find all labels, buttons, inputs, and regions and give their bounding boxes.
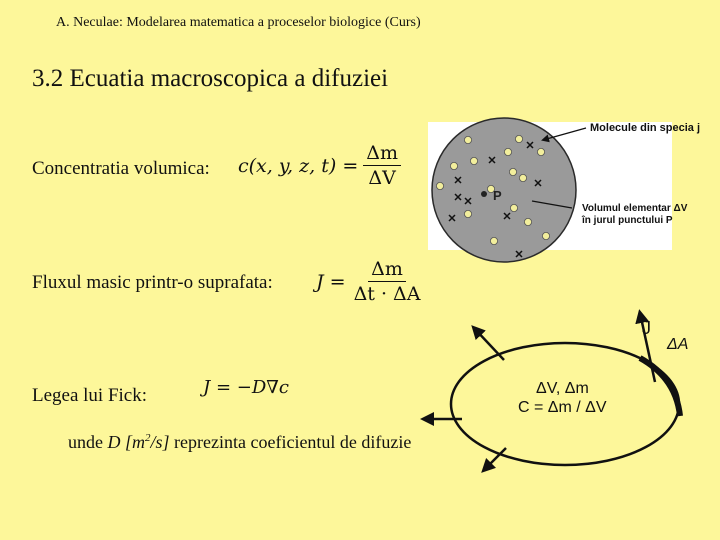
molecule-dot [504,148,511,155]
slide-header: A. Neculae: Modelarea matematica a proceselor biologice (Curs) [56,15,421,30]
molecule-dot [519,174,526,181]
note-prefix: unde [68,432,103,452]
molecule-dot [490,237,497,244]
note-unit-close: /s] [150,432,170,452]
flux-lhs: J = [316,270,346,293]
note-suffix: reprezinta coeficientul de difuzie [174,432,412,452]
molecule-dot [515,135,522,142]
volume-label-line2: în jurul punctului P [582,215,673,226]
note-variable: D [107,432,121,452]
molecule-dot [509,168,516,175]
control-volume-diagram [428,118,672,262]
surface-element-arc [640,358,680,416]
concentration-numerator: Δm [363,142,401,166]
molecule-dot [510,204,517,211]
concentration-lhs: c(x, y, z, t) = [238,154,359,177]
molecule-dot [464,210,471,217]
molecule-dot [470,157,477,164]
point-p-label: P [493,188,502,203]
concentration-denominator: ΔV [368,167,396,189]
molecule-dot [436,182,443,189]
molecule-dot [464,136,471,143]
slide-title: 3.2 Ecuatia macroscopica a difuziei [32,65,389,92]
molecule-dot [450,162,457,169]
flux-label: Fluxul masic printr-o suprafata: [32,272,273,293]
molecule-dot [542,232,549,239]
molecule-dot [537,148,544,155]
fick-equation: J = −D∇c [203,377,289,398]
volume-circle [432,118,576,262]
concentration-label: Concentratia volumica: [32,158,210,179]
volume-label-line1: Volumul elementar ΔV [582,203,688,214]
note-unit-open: [m [125,432,146,452]
flux-arrow-upper-left [474,328,504,360]
concentration-definition-label: C = Δm / ΔV [518,399,607,416]
note-unit-exponent: 2 [145,432,151,444]
molecule-label: Molecule din specia j [590,122,701,134]
point-p-marker [481,191,487,197]
flux-numerator: Δm [368,258,406,282]
molecule-dot [524,218,531,225]
flux-j-label: J [642,318,651,338]
fick-label: Legea lui Fick: [32,385,148,406]
area-element-label: ΔA [667,336,689,353]
flux-denominator: Δt · ΔA [353,283,421,305]
volume-label [582,203,687,227]
volume-mass-label: ΔV, Δm [536,380,589,397]
